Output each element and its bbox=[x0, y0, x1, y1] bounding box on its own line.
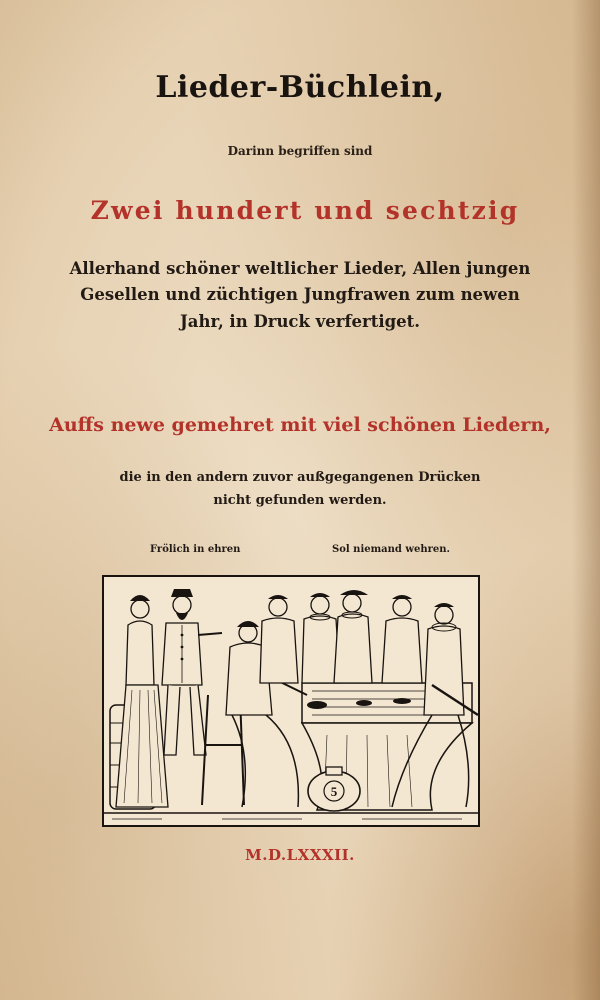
addition-red: Auffs newe gemehret mit viel schönen Liedern, bbox=[49, 414, 551, 436]
woodcut-illustration bbox=[102, 575, 480, 827]
description-line-1: Allerhand schöner weltlicher Lieder, Allen jungen bbox=[69, 259, 531, 278]
publication-date: M.D.LXXXII. bbox=[245, 846, 355, 864]
motto-right: Sol niemand wehren. bbox=[332, 544, 451, 555]
motto-left: Frölich in ehren bbox=[150, 544, 241, 555]
woodcut-number: 5 bbox=[330, 784, 338, 799]
book-title: Lieder-Büchlein, bbox=[155, 70, 445, 105]
description-line-3: Jahr, in Druck verfertiget. bbox=[179, 312, 421, 331]
description-line-2: Gesellen und züchtigen Jungfrawen zum newen bbox=[80, 285, 520, 304]
subtitle-small: Darinn begriffen sind bbox=[227, 144, 373, 158]
subtitle-red: Zwei hundert und sechtzig bbox=[90, 196, 520, 225]
addition-line-1: die in den andern zuvor außgegangenen Drücken bbox=[119, 470, 481, 485]
addition-line-2: nicht gefunden werden. bbox=[213, 493, 387, 508]
